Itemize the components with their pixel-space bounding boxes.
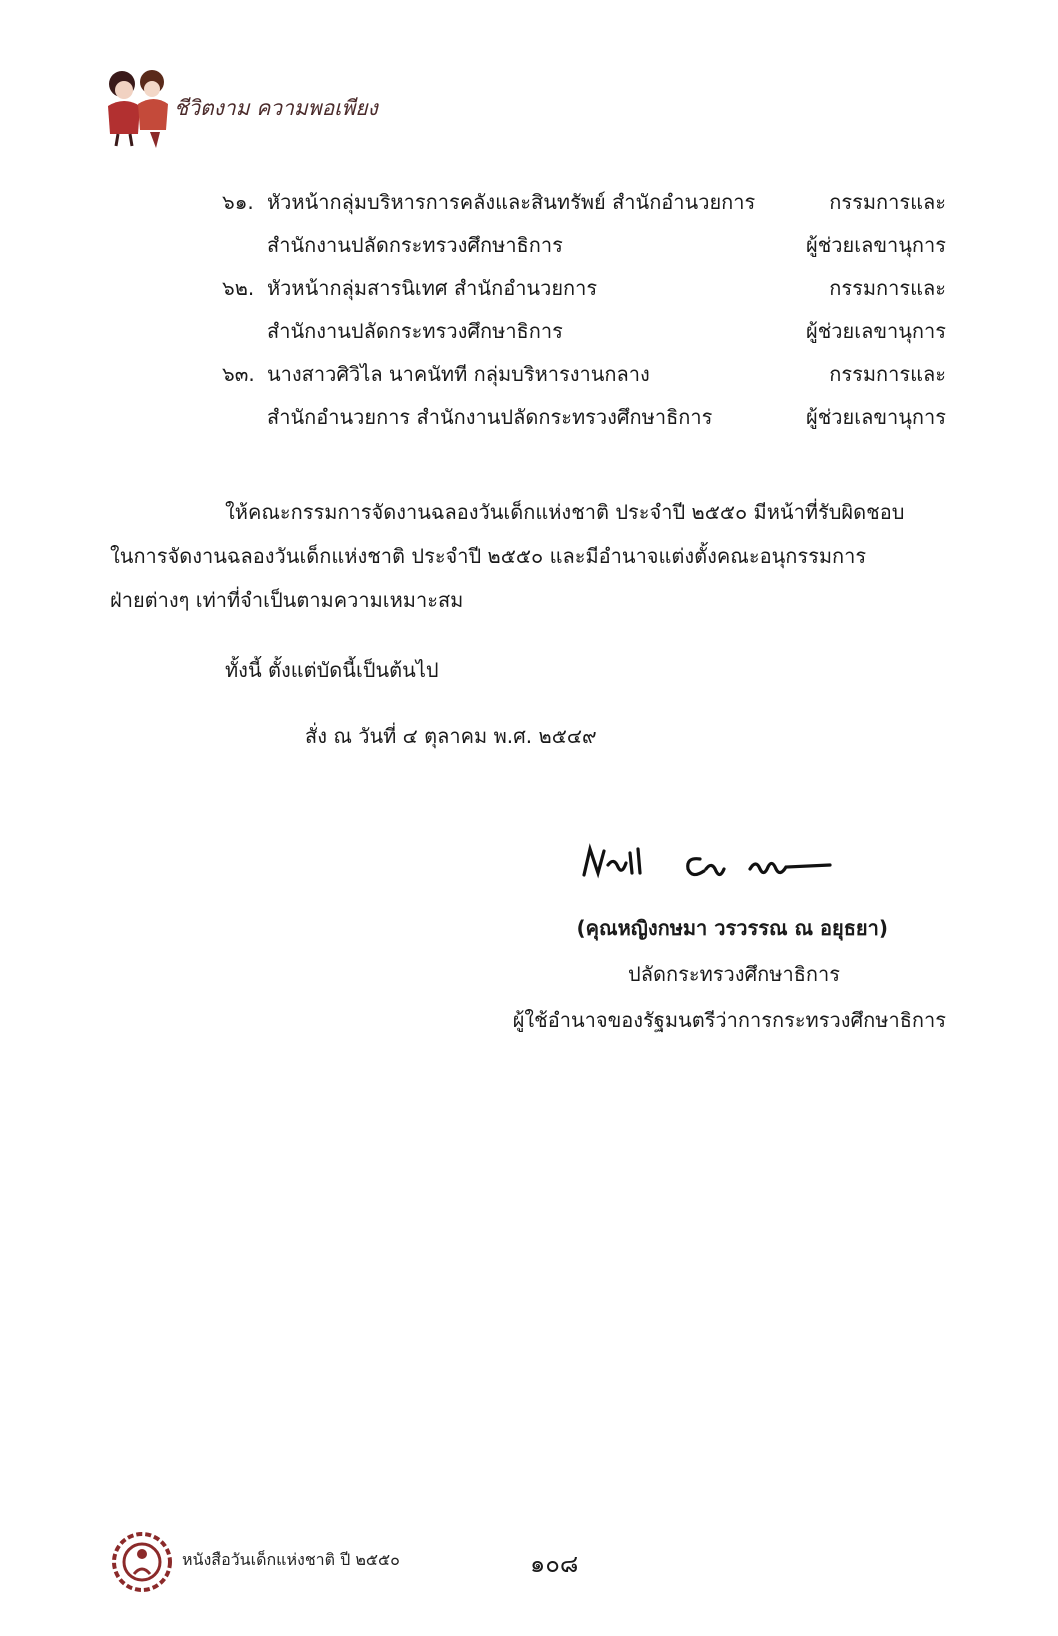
order-date: สั่ง ณ วันที่ ๔ ตุลาคม พ.ศ. ๒๕๔๙ (305, 724, 597, 748)
signer-position: ปลัดกระทรวงศึกษาธิการ (628, 962, 840, 986)
paragraph-line: ให้คณะกรรมการจัดงานฉลองวันเด็กแห่งชาติ ประจำปี ๒๕๕๐ มีหน้าที่รับผิดชอบ (225, 500, 905, 524)
list-item (0, 180, 1058, 220)
item-line-2: สำนักอำนวยการ สำนักงานปลัดกระทรวงศึกษาธิการ (267, 405, 713, 429)
page-number: ๑๐๘ (530, 1550, 579, 1578)
item-number: ๖๒. (222, 276, 255, 300)
childrens-day-emblem-icon (110, 1530, 174, 1594)
item-role-1: กรรมการและ (829, 362, 946, 386)
body-paragraph (110, 490, 950, 622)
item-line-1: หัวหน้ากลุ่มบริหารการคลังและสินทรัพย์ สำนักอำนวยการ (267, 190, 756, 214)
handwritten-signature (580, 835, 870, 895)
list-item (0, 223, 1058, 263)
item-role-2: ผู้ช่วยเลขานุการ (806, 233, 946, 257)
list-item (0, 395, 1058, 435)
item-role-2: ผู้ช่วยเลขานุการ (806, 319, 946, 343)
list-item (0, 352, 1058, 392)
list-item (0, 309, 1058, 349)
page-header (100, 62, 420, 152)
item-number: ๖๑. (222, 190, 254, 214)
item-role-1: กรรมการและ (829, 190, 946, 214)
item-line-2: สำนักงานปลัดกระทรวงศึกษาธิการ (267, 319, 563, 343)
item-number: ๖๓. (222, 362, 255, 386)
effective-clause: ทั้งนี้ ตั้งแต่บัดนี้เป็นต้นไป (225, 658, 439, 682)
signer-name: (คุณหญิงกษมา วรวรรณ ณ อยุธยา) (576, 916, 888, 940)
item-line-2: สำนักงานปลัดกระทรวงศึกษาธิการ (267, 233, 563, 257)
footer-book-title: หนังสือวันเด็กแห่งชาติ ปี ๒๕๕๐ (182, 1550, 400, 1569)
children-illustration-icon (100, 62, 180, 152)
item-role-1: กรรมการและ (829, 276, 946, 300)
paragraph-line: ในการจัดงานฉลองวันเด็กแห่งชาติ ประจำปี ๒๕๕๐ และมีอำนาจแต่งตั้งคณะอนุกรรมการ (110, 544, 867, 568)
item-line-1: หัวหน้ากลุ่มสารนิเทศ สำนักอำนวยการ (267, 276, 598, 300)
list-item (0, 266, 1058, 306)
item-role-2: ผู้ช่วยเลขานุการ (806, 405, 946, 429)
signer-authority: ผู้ใช้อำนาจของรัฐมนตรีว่าการกระทรวงศึกษาธิการ (512, 1008, 946, 1032)
header-title: ชีวิตงาม ความพอเพียง (174, 96, 378, 120)
item-line-1: นางสาวศิวิไล นาคนัทที กลุ่มบริหารงานกลาง (267, 362, 650, 386)
paragraph-line: ฝ่ายต่างๆ เท่าที่จำเป็นตามความเหมาะสม (110, 588, 464, 612)
